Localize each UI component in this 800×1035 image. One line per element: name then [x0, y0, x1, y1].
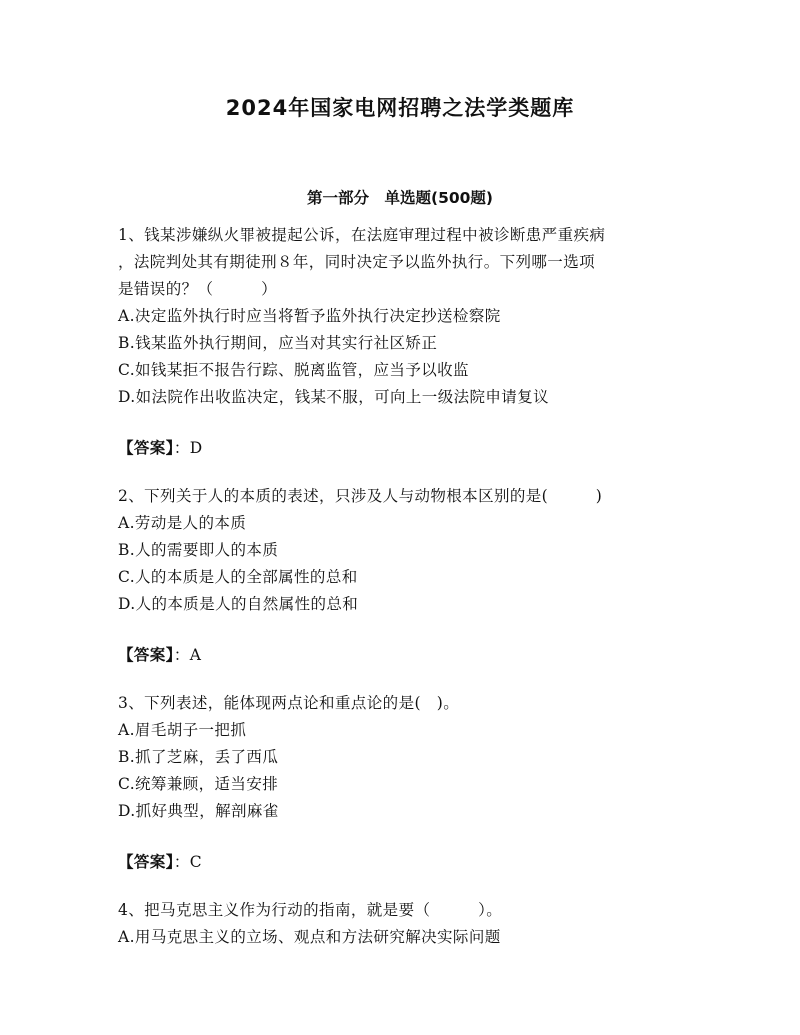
answer-label: 【答案】 [118, 438, 174, 457]
question-2 [118, 483, 688, 669]
option-b: B.钱某监外执行期间，应当对其实行社区矫正 [118, 334, 438, 352]
option-b: B.抓了芝麻，丢了西瓜 [118, 748, 279, 766]
answer-value: ：A [173, 646, 202, 664]
option-a: A.劳动是人的本质 [118, 514, 247, 532]
question-stem-line: 是错误的？（ ） [118, 280, 278, 298]
option-b: B.人的需要即人的本质 [118, 541, 279, 559]
question-stem-line: 2、下列关于人的本质的表述，只涉及人与动物根本区别的是( ) [118, 487, 603, 505]
question-stem-line: 4、把马克思主义作为行动的指南，就是要（ ）。 [118, 901, 503, 919]
document-title: 2024年国家电网招聘之法学类题库 [225, 96, 575, 120]
option-a: A.眉毛胡子一把抓 [118, 721, 247, 739]
answer-line [118, 848, 688, 876]
answer-value: ：C [173, 853, 203, 871]
answer-value: ：D [173, 439, 203, 457]
answer-label: 【答案】 [118, 645, 174, 664]
section-title: 第一部分 单选题(500题) [306, 189, 494, 207]
answer-line [118, 641, 688, 669]
option-d: D.如法院作出收监决定，钱某不服，可向上一级法院申请复议 [118, 388, 550, 406]
option-a: A.决定监外执行时应当将暂予监外执行决定抄送检察院 [118, 307, 501, 325]
question-4 [118, 897, 688, 951]
option-a: A.用马克思主义的立场、观点和方法研究解决实际问题 [118, 928, 501, 946]
question-stem-line: ，法院判处其有期徒刑８年，同时决定予以监外执行。下列哪一选项 [118, 253, 596, 271]
question-list [118, 222, 688, 951]
option-d: D.抓好典型，解剖麻雀 [118, 802, 279, 820]
answer-label: 【答案】 [118, 852, 174, 871]
option-d: D.人的本质是人的自然属性的总和 [118, 595, 359, 613]
question-1 [118, 222, 688, 462]
answer-line [118, 434, 688, 462]
question-3 [118, 690, 688, 876]
question-stem-line: 1、钱某涉嫌纵火罪被提起公诉，在法庭审理过程中被诊断患严重疾病 [118, 226, 606, 244]
option-c: C.人的本质是人的全部属性的总和 [118, 568, 358, 586]
question-stem-line: 3、下列表述，能体现两点论和重点论的是( )。 [118, 694, 460, 712]
option-c: C.如钱某拒不报告行踪、脱离监管，应当予以收监 [118, 361, 469, 379]
option-c: C.统筹兼顾，适当安排 [118, 775, 279, 793]
